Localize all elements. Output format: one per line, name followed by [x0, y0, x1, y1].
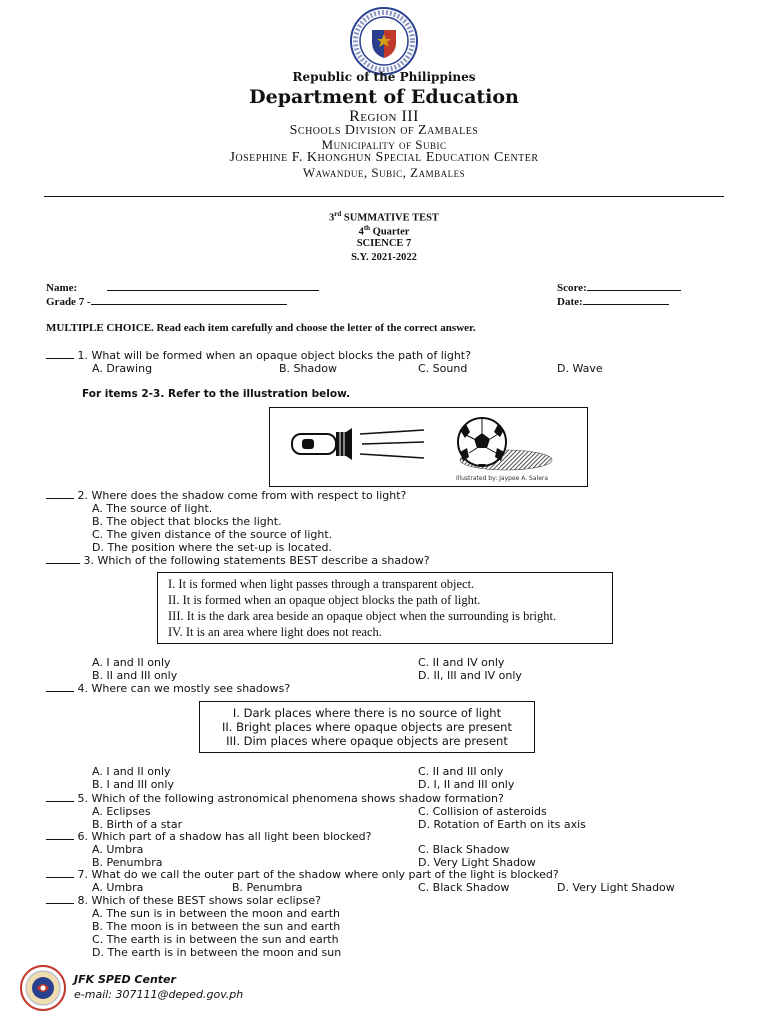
answer-blank[interactable]	[46, 498, 74, 499]
answer-blank[interactable]	[46, 839, 74, 840]
date-field[interactable]: Date:	[557, 296, 669, 308]
q7-option-a: A. Umbra	[92, 881, 144, 894]
q4-option-a: A. I and II only	[92, 765, 171, 778]
footer-email[interactable]: e-mail: 307111@deped.gov.ph	[74, 988, 244, 1001]
q6-option-d: D. Very Light Shadow	[418, 856, 536, 869]
republic-header: Republic of the Philippines	[292, 70, 476, 84]
q7-option-c: C. Black Shadow	[418, 881, 510, 894]
grade-field[interactable]: Grade 7 -	[46, 296, 287, 308]
test-subject: SCIENCE 7	[356, 238, 412, 249]
q3-option-c: C. II and IV only	[418, 656, 505, 669]
region-header: Region III	[349, 108, 419, 125]
question-4: 4. Where can we mostly see shadows?	[46, 682, 290, 695]
department-header: Department of Education	[249, 86, 519, 108]
q3-option-a: A. I and II only	[92, 656, 171, 669]
q5-option-c: C. Collision of asteroids	[418, 805, 547, 818]
q7-option-b: B. Penumbra	[232, 881, 303, 894]
test-quarter: 4th Quarter	[358, 224, 410, 238]
q1-option-a: A. Drawing	[92, 362, 153, 375]
q6-option-a: A. Umbra	[92, 843, 144, 856]
deped-seal-logo	[348, 6, 420, 76]
answer-blank[interactable]	[46, 903, 74, 904]
name-field[interactable]: Name:	[46, 282, 319, 294]
q4-statement-2: II. Bright places where opaque objects are present	[222, 720, 512, 734]
q5-option-b: B. Birth of a star	[92, 818, 183, 831]
address-header: Wawandue, Subic, Zambales	[302, 165, 466, 180]
q1-option-c: C. Sound	[418, 362, 468, 375]
refer-note: For items 2-3. Refer to the illustration below.	[82, 388, 351, 400]
q8-option-a: A. The sun is in between the moon and earth	[92, 907, 341, 920]
answer-blank[interactable]	[46, 563, 80, 564]
answer-blank[interactable]	[46, 877, 74, 878]
q1-option-d: D. Wave	[557, 362, 603, 375]
header-divider	[44, 196, 724, 197]
test-title: 3rd SUMMATIVE TEST	[329, 210, 439, 224]
q4-statement-3: III. Dim places where opaque objects are present	[226, 734, 508, 748]
instructions: MULTIPLE CHOICE. Read each item carefully and choose the letter of the correct answer.	[46, 322, 476, 334]
division-header: Schools Division of Zambales	[289, 123, 479, 138]
q2-option-a: A. The source of light.	[92, 502, 213, 515]
q4-statement-1: I. Dark places where there is no source of light	[232, 706, 502, 720]
question-7: 7. What do we call the outer part of the shadow where only part of the light is blocked?	[46, 868, 559, 881]
footer-center-name: JFK SPED Center	[74, 973, 176, 986]
test-school-year: S.Y. 2021-2022	[351, 252, 417, 263]
school-header: Josephine F. Khonghun Special Education Center	[229, 150, 539, 165]
q3-statement-4: IV. It is an area where light does not reach.	[168, 625, 382, 639]
q3-statements-box	[157, 572, 613, 644]
answer-blank[interactable]	[46, 358, 74, 359]
q8-option-d: D. The earth is in between the moon and sun	[92, 946, 342, 959]
q3-statement-3: III. It is the dark area beside an opaque object when the surrounding is bright.	[168, 609, 557, 623]
q2-option-c: C. The given distance of the source of light.	[92, 528, 333, 541]
answer-blank[interactable]	[46, 691, 74, 692]
illustration-box	[269, 407, 588, 487]
q4-option-d: D. I, II and III only	[418, 778, 515, 791]
question-6: 6. Which part of a shadow has all light been blocked?	[46, 830, 372, 843]
q4-statements-box	[199, 701, 535, 753]
q7-option-d: D. Very Light Shadow	[557, 881, 675, 894]
q4-option-c: C. II and III only	[418, 765, 504, 778]
question-8: 8. Which of these BEST shows solar eclipse?	[46, 894, 321, 907]
q4-option-b: B. I and III only	[92, 778, 174, 791]
q3-option-b: B. II and III only	[92, 669, 178, 682]
answer-blank[interactable]	[46, 801, 74, 802]
q3-option-d: D. II, III and IV only	[418, 669, 522, 682]
question-5: 5. Which of the following astronomical phenomena shows shadow formation?	[46, 792, 504, 805]
flashlight-icon	[292, 428, 352, 460]
q3-statement-1: I. It is formed when light passes through a transparent object.	[168, 577, 475, 591]
q1-option-b: B. Shadow	[279, 362, 337, 375]
q2-option-b: B. The object that blocks the light.	[92, 515, 282, 528]
q5-option-a: A. Eclipses	[92, 805, 151, 818]
score-field[interactable]: Score:	[557, 282, 681, 294]
light-rays	[360, 430, 424, 458]
illustration-credit: Illustrated by: Jaypee A. Salera	[456, 475, 549, 482]
q8-option-c: C. The earth is in between the sun and earth	[92, 933, 339, 946]
question-3: 3. Which of the following statements BEST describe a shadow?	[46, 554, 430, 567]
q5-option-d: D. Rotation of Earth on its axis	[418, 818, 586, 831]
q6-option-c: C. Black Shadow	[418, 843, 510, 856]
q8-option-b: B. The moon is in between the sun and earth	[92, 920, 341, 933]
question-2: 2. Where does the shadow come from with respect to light?	[46, 489, 406, 502]
municipality-header: Municipality of Subic	[321, 137, 447, 152]
soccer-ball-icon	[458, 418, 506, 466]
q3-statement-2: II. It is formed when an opaque object blocks the path of light.	[168, 593, 481, 607]
q2-option-d: D. The position where the set-up is located.	[92, 541, 332, 554]
q6-option-b: B. Penumbra	[92, 856, 163, 869]
question-1: 1. What will be formed when an opaque object blocks the path of light?	[46, 349, 471, 362]
school-seal-logo	[18, 964, 68, 1012]
